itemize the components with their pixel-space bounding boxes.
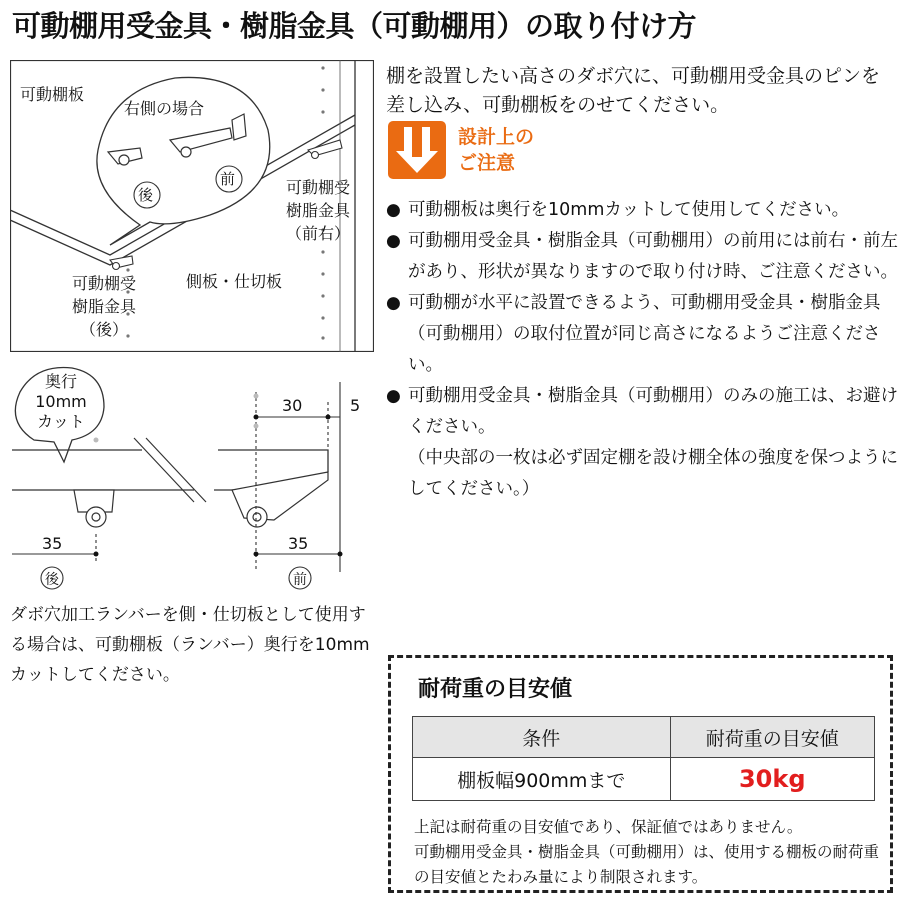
column-header: 条件	[413, 717, 671, 758]
lumber-caption: ダボ穴加工ランバーを側・仕切板として使用する場合は、可動棚板（ランバー）奥行を10mmカットしてください。	[10, 605, 370, 685]
front-mark-bottom: 前	[293, 572, 307, 588]
down-arrow-warning-icon	[388, 121, 446, 179]
table-row	[413, 758, 875, 801]
side-board-label: 側板・仕切板	[186, 272, 283, 291]
dim-35-back: 35	[42, 534, 63, 553]
notice-list	[386, 195, 898, 505]
front-mark: 前	[220, 170, 236, 188]
front-fitting-label: 可動棚受 樹脂金具 （前右）	[285, 178, 350, 243]
dimension-diagram	[4, 362, 374, 597]
load-value-cell: 30kg	[670, 758, 874, 801]
dim-5: 5	[350, 396, 361, 415]
page-title: 可動棚用受金具・樹脂金具（可動棚用）の取り付け方	[12, 9, 697, 43]
load-capacity-title: 耐荷重の目安値	[418, 677, 573, 702]
list-item: ● 可動棚板は奥行を10mmカットして使用してください。	[386, 200, 850, 220]
back-mark-bottom: 後	[45, 572, 59, 588]
list-item: ● 可動棚用受金具・樹脂金具（可動棚用）の前用には前右・前左があり、形状が異なりますので取り付け時、ご注意ください。	[386, 231, 898, 282]
back-fitting-label: 可動棚受 樹脂金具 （後）	[71, 274, 136, 339]
right-side-label: 右側の場合	[124, 99, 205, 118]
shelf-board-label: 可動棚板	[20, 85, 85, 104]
condition-cell: 棚板幅900mmまで	[413, 758, 671, 801]
design-notice-label: 設計上の ご注意	[458, 126, 535, 174]
dim-35-front: 35	[288, 534, 309, 553]
back-mark: 後	[138, 186, 154, 204]
load-capacity-table	[412, 716, 875, 801]
list-note: （中央部の一枚は必ず固定棚を設け棚全体の強度を保つようにしてください。）	[408, 448, 898, 499]
column-header: 耐荷重の目安値	[670, 717, 874, 758]
table-header-row	[413, 717, 875, 758]
cut-bubble-label: 奥行 10mm カット	[35, 372, 87, 431]
load-footnote: 上記は耐荷重の目安値であり、保証値ではありません。 可動棚用受金具・樹脂金具（可動棚用）は、使用する棚板の耐荷重の目安値とたわみ量により制限されます。	[414, 818, 880, 886]
intro-text: 棚を設置したい高さのダボ穴に、可動棚用受金具のピンを差し込み、可動棚板をのせてください。	[386, 65, 881, 116]
dim-30: 30	[282, 396, 303, 415]
shelf-install-diagram	[10, 60, 374, 352]
list-item: ● 可動棚用受金具・樹脂金具（可動棚用）のみの施工は、お避けください。	[386, 386, 898, 437]
list-item: ● 可動棚が水平に設置できるよう、可動棚用受金具・樹脂金具（可動棚用）の取付位置が同じ高さになるようご注意ください。	[386, 293, 881, 375]
